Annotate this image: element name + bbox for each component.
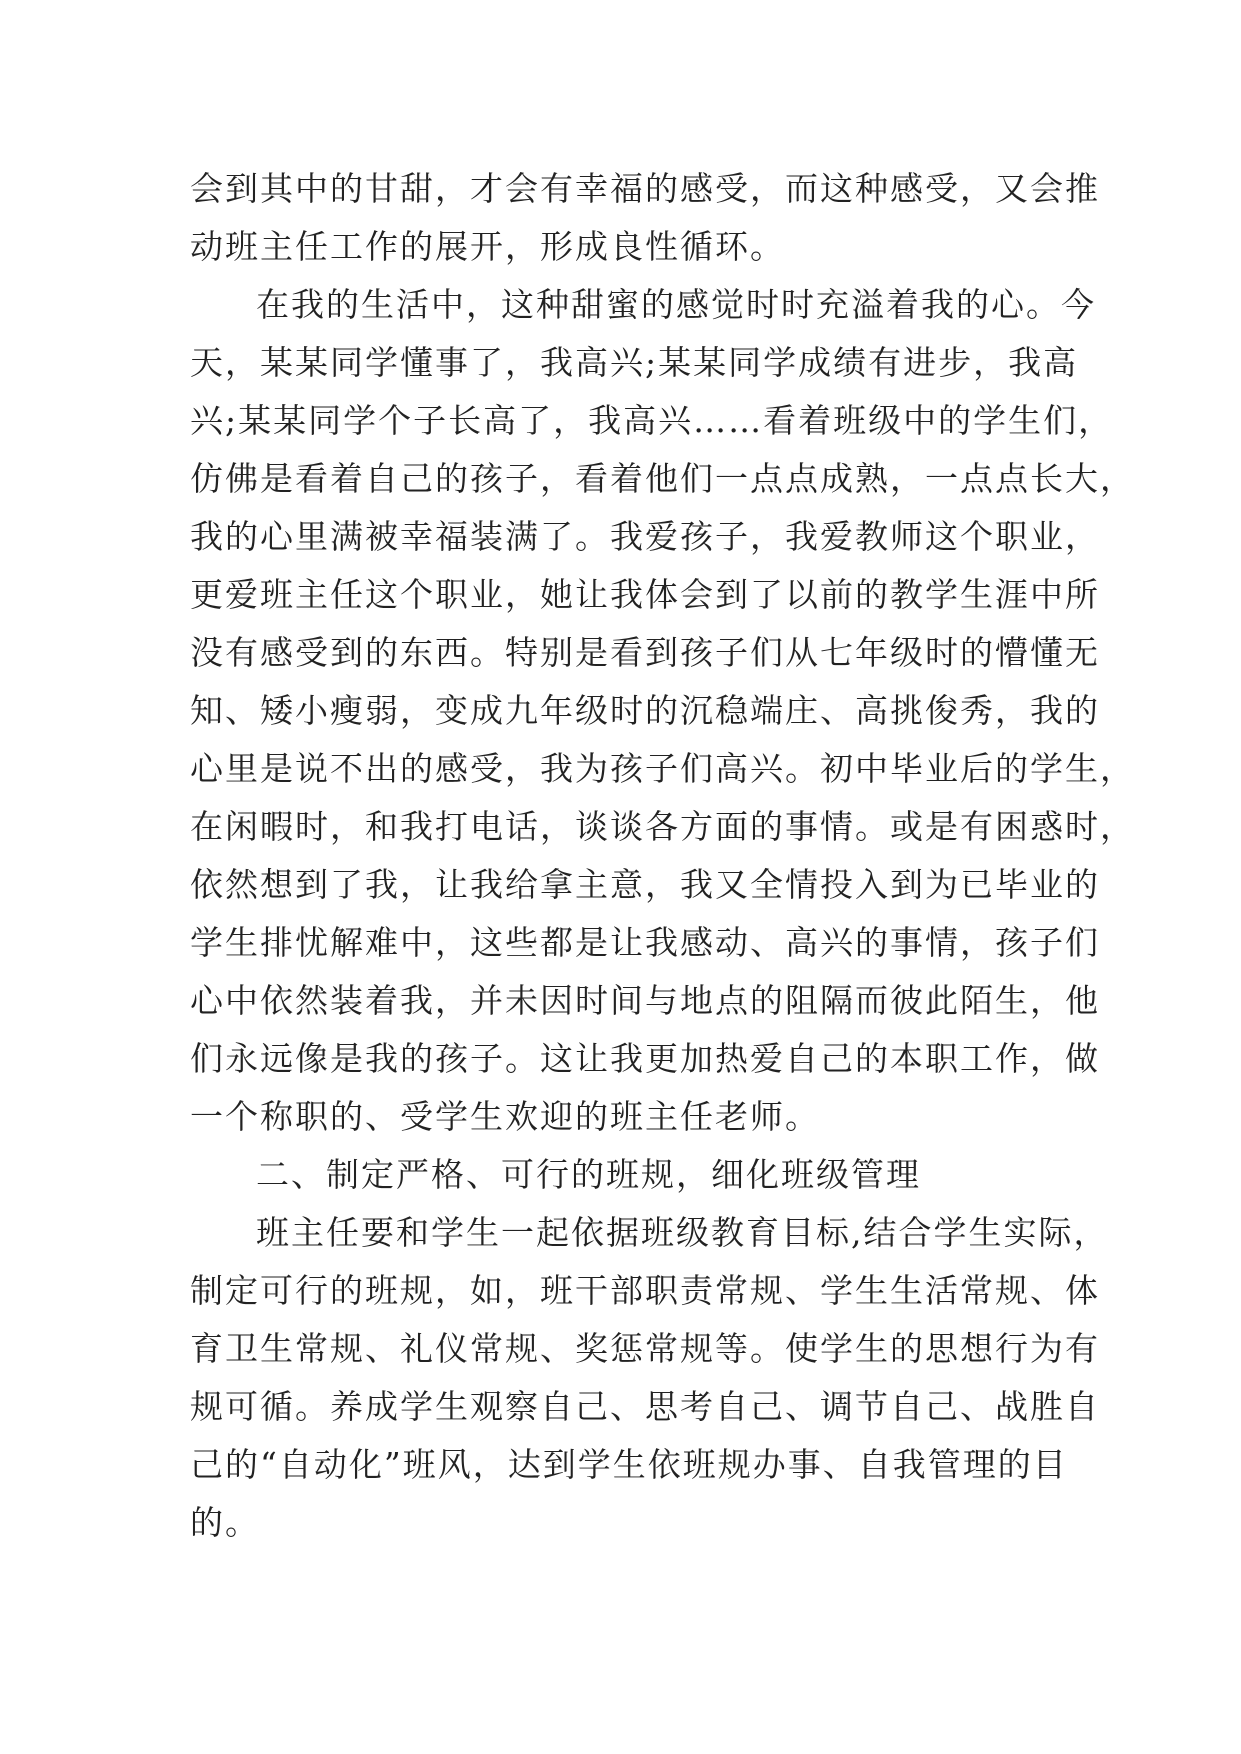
- text-line: 没有感受到的东西。特别是看到孩子们从七年级时的懵懂无: [190, 633, 1100, 672]
- text-line: 我的心里满被幸福装满了。我爱孩子，我爱教师这个职业，: [190, 517, 1100, 556]
- document-body: [190, 160, 1135, 1552]
- heading-text: 二、制定严格、可行的班规，细化班级管理: [256, 1155, 921, 1194]
- text-line: 的。: [190, 1503, 260, 1542]
- text-line: 心中依然装着我，并未因时间与地点的阻隔而彼此陌生，他: [190, 981, 1100, 1020]
- text-line: 班主任要和学生一起依据班级教育目标,结合学生实际，: [256, 1213, 1109, 1252]
- paragraph-1: [190, 160, 1100, 276]
- text-line: 会到其中的甘甜，才会有幸福的感受，而这种感受，又会推: [190, 169, 1100, 208]
- text-line: 天，某某同学懂事了，我高兴;某某同学成绩有进步，我高: [190, 343, 1079, 382]
- section-heading: [190, 1146, 1052, 1204]
- text-line: 更爱班主任这个职业，她让我体会到了以前的教学生涯中所: [190, 575, 1100, 614]
- text-line: 一个称职的、受学生欢迎的班主任老师。: [190, 1097, 820, 1136]
- text-line: 心里是说不出的感受，我为孩子们高兴。初中毕业后的学生，: [190, 749, 1135, 788]
- text-line: 育卫生常规、礼仪常规、奖惩常规等。使学生的思想行为有: [190, 1329, 1100, 1368]
- text-line: 学生排忧解难中，这些都是让我感动、高兴的事情，孩子们: [190, 923, 1100, 962]
- text-line: 们永远像是我的孩子。这让我更加热爱自己的本职工作，做: [190, 1039, 1100, 1078]
- text-line: 仿佛是看着自己的孩子，看着他们一点点成熟，一点点长大，: [190, 459, 1135, 498]
- text-line: 动班主任工作的展开，形成良性循环。: [190, 227, 785, 266]
- text-line: 知、矮小瘦弱，变成九年级时的沉稳端庄、高挑俊秀，我的: [190, 691, 1100, 730]
- text-line: 己的“自动化”班风，达到学生依班规办事、自我管理的目: [190, 1445, 1068, 1484]
- paragraph-3: [190, 1204, 1109, 1552]
- text-line: 在我的生活中，这种甜蜜的感觉时时充溢着我的心。今: [256, 285, 1096, 324]
- text-line: 依然想到了我，让我给拿主意，我又全情投入到为已毕业的: [190, 865, 1100, 904]
- paragraph-2: [190, 276, 1135, 1146]
- text-line: 在闲暇时，和我打电话，谈谈各方面的事情。或是有困惑时，: [190, 807, 1135, 846]
- text-line: 规可循。养成学生观察自己、思考自己、调节自己、战胜自: [190, 1387, 1100, 1426]
- text-line: 制定可行的班规，如，班干部职责常规、学生生活常规、体: [190, 1271, 1100, 1310]
- text-line: 兴;某某同学个子长高了，我高兴……看着班级中的学生们，: [190, 401, 1114, 440]
